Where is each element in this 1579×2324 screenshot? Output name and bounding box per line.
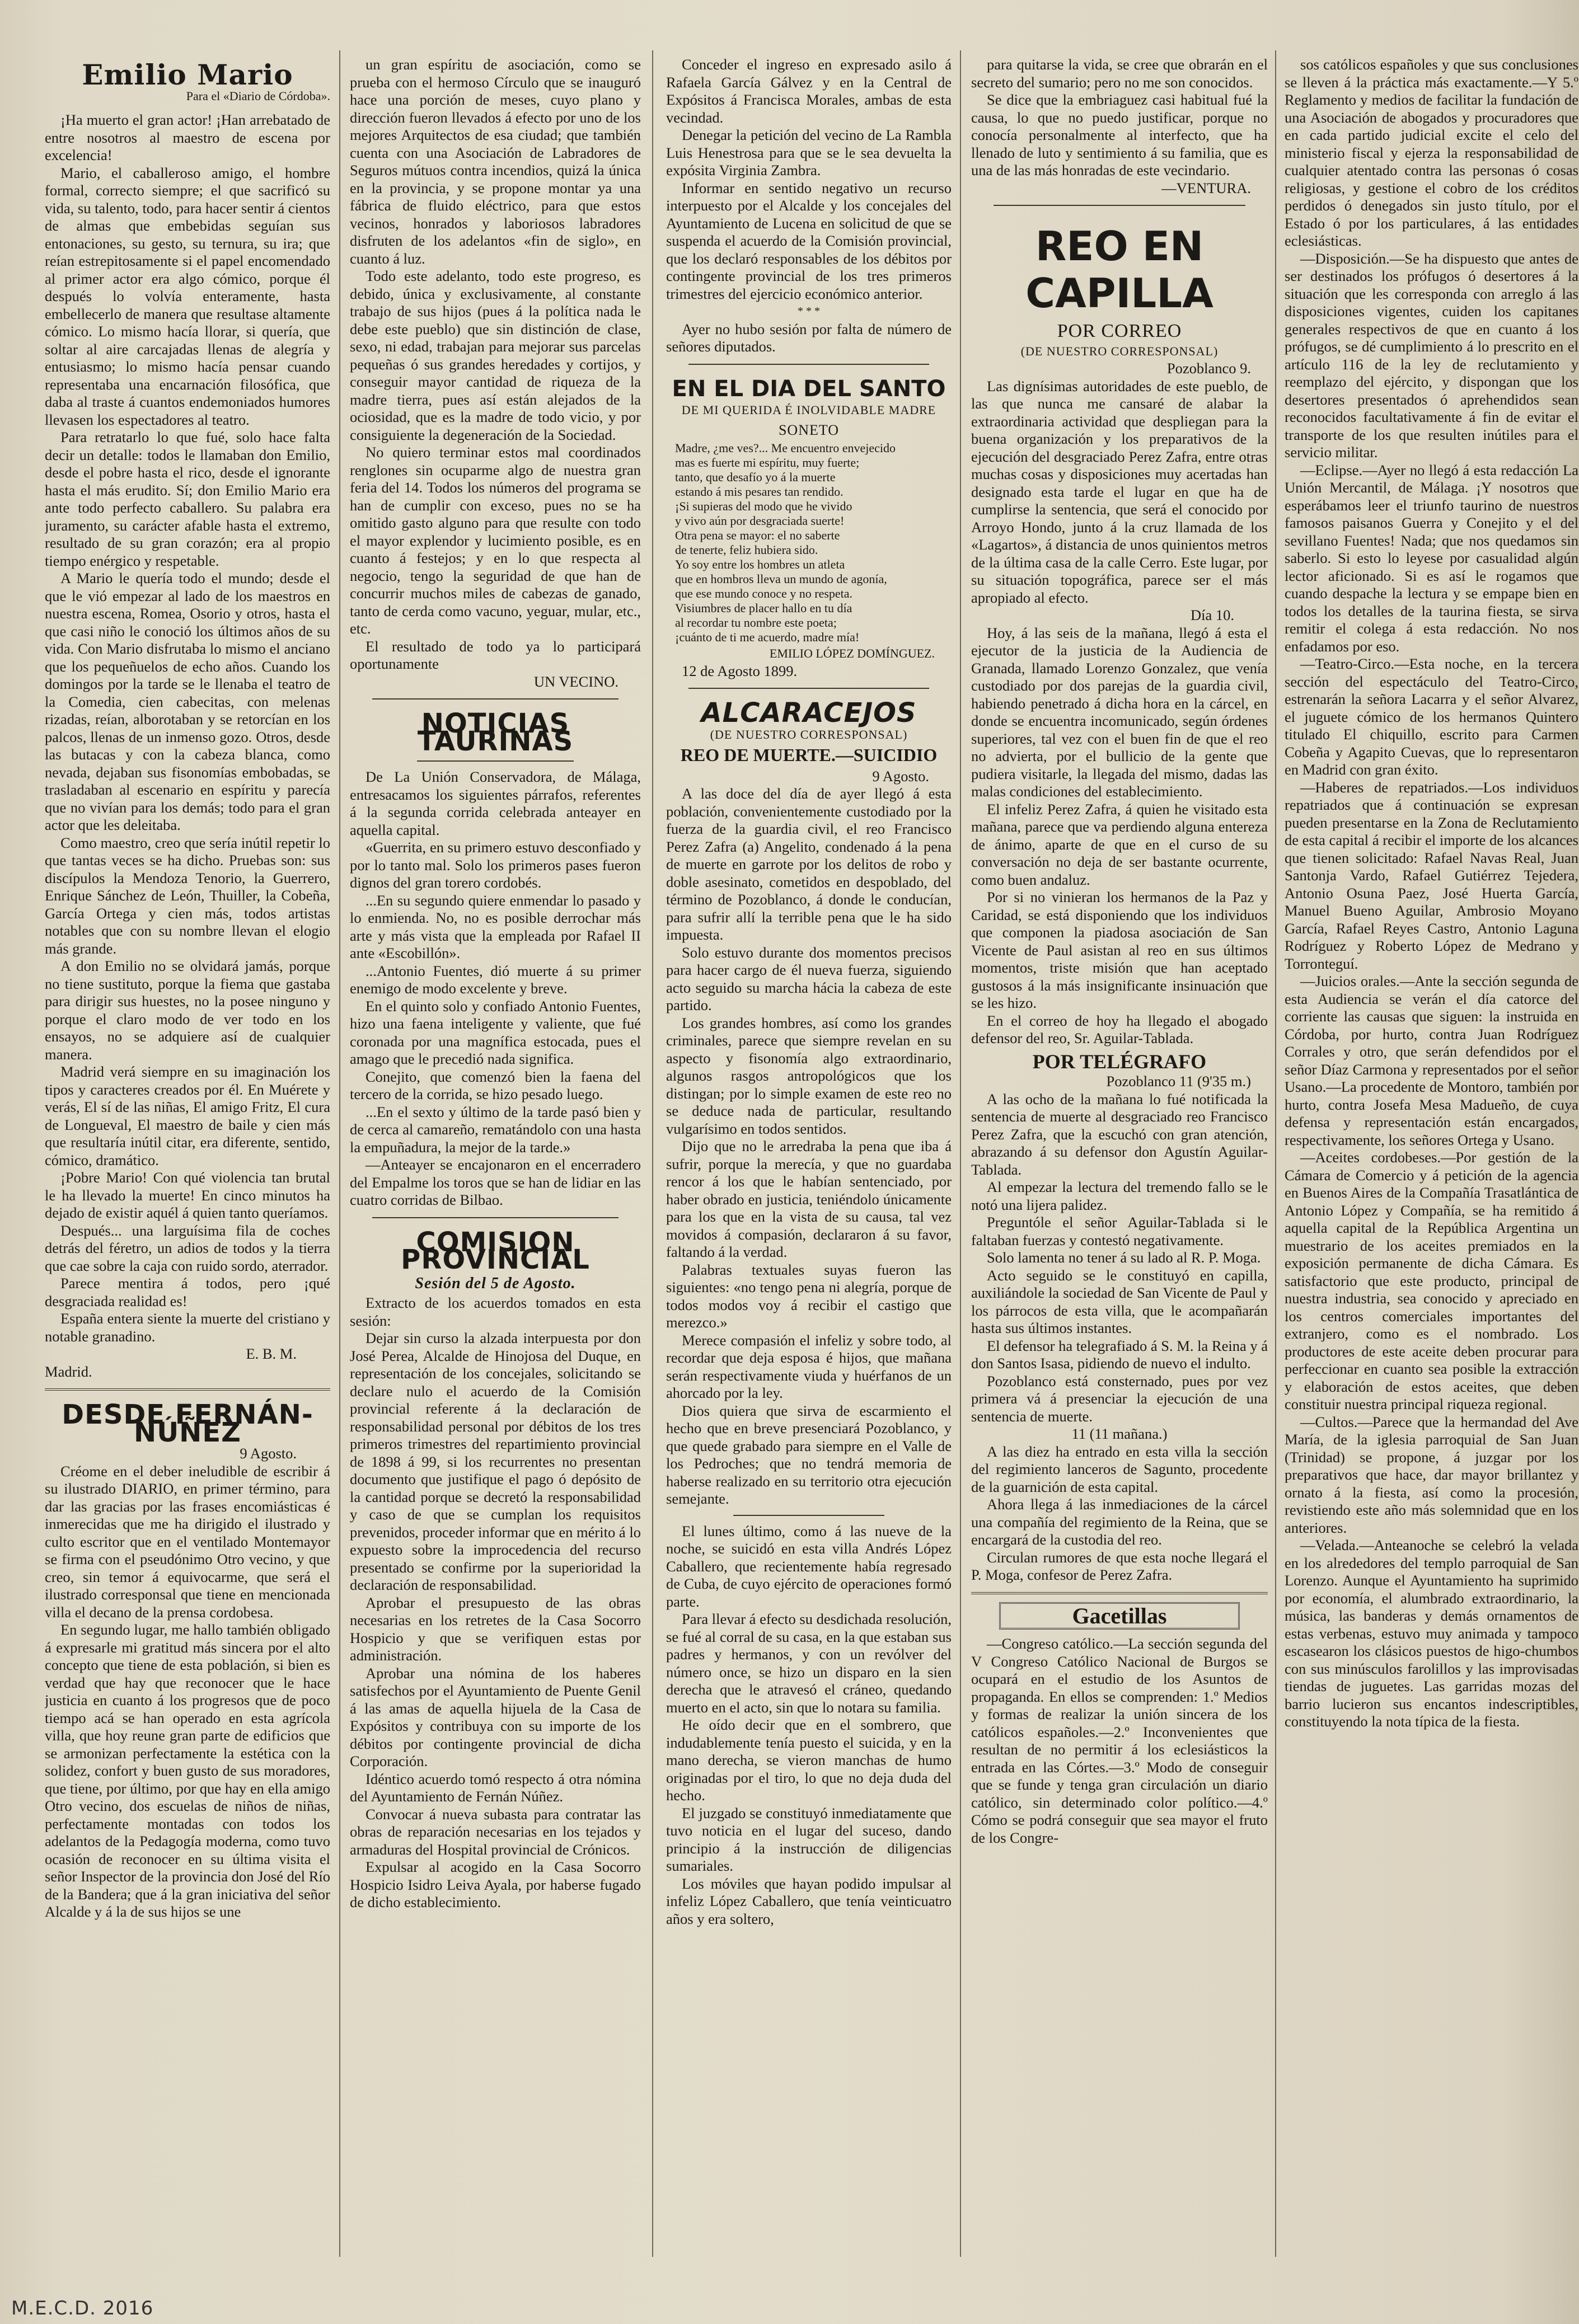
paragraph: En el correo de hoy ha llegado el abogado defensor del reo, Sr. Aguilar-Tablada. [971,1012,1268,1046]
paragraph: «Guerrita, en su primero estuvo desconfiado y por lo tanto mal. Solo los primeros pases fueron dignos del gran torero cordobés. [350,839,641,891]
paragraph: Idéntico acuerdo tomó respecto á otra nómina del Ayuntamiento de Fernán Núñez. [350,1770,641,1805]
paragraph: Preguntóle el señor Aguilar-Tablada si le faltaban fuerzas y contestó negativamente. [971,1214,1268,1248]
poem-line: que ese mundo conoce y no respeta. [675,586,853,600]
paragraph: Expulsar al acogido en la Casa Socorro Hospicio Isidro Leiva Ayala, por haberse fugado de dicho establecimiento. [350,1858,641,1910]
paragraph: Conejito, que comenzó bien la faena del tercero de la corrida, se hizo pesado luego. [350,1068,641,1102]
paragraph: —Disposición.—Se ha dispuesto que antes de ser destinados los prófugos ó desertores á la situación que les corresponda con arreglo á las disposiciones vigentes, cuiden los capitanes generales respectivos de que en cuanto á los prófugos, se dé cumplimiento á lo prescrito en el artículo 116 de la ley de reclutamiento y reemplazo del ejército, y dispongan que los desertores presentados ó aprehendidos sean reconocidos facultativamente á fin de evitar el transporte de los que resulten inútiles para el servicio militar. [1285,250,1578,461]
poem-author: EMILIO LÓPEZ DOMÍNGUEZ. [769,646,935,660]
paragraph: Hoy, á las seis de la mañana, llegó á esta el ejecutor de la justicia de la Audiencia de Granada, llamado Lorenzo Gonzalez, que venía custodiado por dos parejas de la guardia civil, habiendo penetrado á dicha hora en la cárcel, en donde se encuentra incomunicado, según órdenes superiores, tal vez con el buen fin de que el reo no advierta, por el bullicio de la gente que pudiera visitarle, la llegada del mismo, dadas las malas condiciones del establecimiento. [971,624,1268,800]
poem-label: SONETO [778,421,840,438]
paragraph: ¡Ha muerto el gran actor! ¡Han arrebatado de entre nosotros al maestro de escena por excelencia! [45,111,330,163]
paragraph: A las ocho de la mañana lo fué notificada la sentencia de muerte al desgraciado reo Francisco Perez Zafra, que la escuchó con gran atención, abrazando á su defensor don Agustín Aguilar-Tablada. [971,1090,1268,1178]
dateline: Madrid. [45,1363,92,1380]
paragraph: Solo estuvo durante dos momentos precisos para hacer cargo de él nueva fuerza, siguiendo acto seguido su marcha hácia la cabeza de este partido. [666,943,952,1013]
paragraph: Las dignísimas autoridades de este pueblo, de las que nunca me cansaré de alabar la extraordinaria actividad que despliegan para la buena organización y los preparativos de la ejecución del desgraciado Perez Zafra, entre otras muchas cosas y disposiciones muy acertadas han designado esta tarde el lugar en que ha de cumplirse la sentencia, que será el conocido por Arroyo Hondo, junto á la cruz llamada de los «Lagartos», á distancia de unos quinientos metros de la última casa de la calle Cerro. Este lugar, por su situación topográfica, parece ser el más apropiado al efecto. [971,377,1268,606]
paragraph: A las doce del día de ayer llegó á esta población, convenientemente custodiado por la fuerza de la guardia civil, el reo Francisco Perez Zafra (a) Angelito, condenado á la pena de muerte en garrote por los delitos de robo y doble asesinato, cometidos en despoblado, del término de Pozoblanco, á donde le conducían, para sufrir allí la terrible pena que le ha sido impuesta. [666,785,952,943]
poem-line: Otra pena se mayor: el no saberte [675,528,840,542]
article-title: ALCARACEJOS [701,697,917,729]
paragraph: A don Emilio no se olvidará jamás, porque no tiene sustituto, porque la fiema que gastaba para dirigir sus huestes, no la posee ninguno y porque el claro modo de ver todo en los ensayos, no se adquiere así de cualquier manera. [45,957,330,1063]
dateline: 11 (11 mañana.) [1071,1425,1168,1442]
paragraph: Mario, el caballeroso amigo, el hombre formal, correcto siempre; el que sacrificó su vida, su talento, todo, para hacer sentir á cientos de almas que embebidas seguían sus entonaciones, su gesto, su ternura, su ira; que reían estrepitosamente si el papel encomendado al primer actor era algo cómico, porque él después lo volvía enteramente, hasta embellecerlo de manera que resultase altamente cómico. Lo mismo hacía llorar, si quería, que soltar al aire carcajadas llenas de alegría y entusiasmo; lo mismo hacía pensar cuando representaba una encarnación filosófica, que daba al traste á cuantos endemoniados humores llevasen los espectadores al teatro. [45,164,330,428]
poem-line: Visiumbres de placer hallo en tu día [675,601,852,615]
paragraph: ...En su segundo quiere enmendar lo pasado y lo enmienda. No, no es posible derrochar más arte y más vista que la empleada por Rafael II ante «Escobillón». [350,891,641,961]
paragraph: —Anteayer se encajonaron en el encerradero del Empalme los toros que se han de lidiar en las cuatro corridas de Bilbao. [350,1156,641,1208]
paragraph: Por si no vinieran los hermanos de la Paz y Caridad, se está disponiendo que los individuos que componen la piadosa asociación de San Vicente de Paul asistan al reo en sus últimos momentos, triste misión que han aceptado gustosos á la más insignificante insinuación que se les hizo. [971,889,1268,1011]
paragraph: Madrid verá siempre en su imaginación los tipos y caracteres creados por él. En Muérete y verás, El sí de las niñas, El amigo Fritz, El cura de Longueval, El maestro de baile y cien más que resultaría inútil citar, era diferente, sentido, cómico, dramático. [45,1063,330,1168]
paragraph: Todo este adelanto, todo este progreso, es debido, única y exclusivamente, al constante trabajo de sus hijos (pues á la política nada le debe este pueblo) que sin distinción de clase, sexo, ni edad, trabajan para mejorar sus parcelas pequeñas ó sus grandes heredades y cortijos, y conseguir mayor cantidad de riqueza de la madre tierra, pues así están alejados de la ociosidad, que es la madre de todo vicio, y por consiguiente la degeneración de la Sociedad. [350,267,641,443]
paragraph: He oído decir que en el sombrero, que indudablemente tenía puesto el suicida, y en la mano derecha, se vieron manchas de humo originadas por el tiro, lo que no deja duda del hecho. [666,1716,952,1804]
dateline: 12 de Agosto 1899. [682,662,798,679]
dateline: Día 10. [1190,607,1234,623]
dateline: Pozoblanco 11 (9'35 m.) [1106,1073,1251,1090]
paragraph: Se dice que la embriaguez casi habitual fué la causa, lo que no puedo justificar, porque no conocía personalmente al interfecto, que ha llenado de luto y sentimiento á su familia, que es una de las más honradas de este vecindario. [971,91,1268,179]
poem-line: Madre, ¿me ves?... Me encuentro envejecido [675,441,896,455]
paragraph: El defensor ha telegrafiado á S. M. la Reina y á don Santos Isasa, pidiendo de nuevo el indulto. [971,1337,1268,1372]
signature: E. B. M. [246,1345,297,1362]
paragraph: —Congreso católico.—La sección segunda del V Congreso Católico Nacional de Burgos se ocupará en el estudio de los Asuntos de propaganda. En ellos se comprenden: 1.º Medios y formas de realizar la unión sincera de los católicos españoles.—2.º Inconvenientes que resultan de no permitir á los eclesiásticos la entrada en las Córtes.—3.º Modo de conseguir que se funde y tenga gran circulación un diario católico, sin determinado color político.—4.º Cómo se podrá conseguir que sea mayor el fruto de los Congre- [971,1635,1268,1846]
column-5 [1285,56,1578,2262]
paragraph: Extracto de los acuerdos tomados en esta sesión: [350,1294,641,1329]
paragraph: Como maestro, creo que sería inútil repetir lo que tantas veces se ha dicho. Pruebas son: sus discípulos la Mendoza Tenorio, la Guerrero, Enrique Sánchez de León, Thuiller, la Cobeña, García Ortega y cien más, todos artistas notables que con su nombre llevan el elogio más grande. [45,834,330,957]
paragraph: Dios quiera que sirva de escarmiento el hecho que en breve presenciará Pozoblanco, y que quede grabado para siempre en el Valle de los Pedroches; que no tendrá memoria de haberse realizado en su territorio otra ejecución semejante. [666,1402,952,1507]
article-subtitle: Para el «Diario de Córdoba». [186,88,330,103]
poem-line: ¡cuánto de ti me acuerdo, madre mía! [675,630,860,644]
separator-asterisks: * * * [798,305,820,317]
article-title: DESDE FERNÁN-NÚÑEZ [62,1399,313,1448]
paragraph: Denegar la petición del vecino de La Rambla Luis Henestrosa para que se le sea devuelta la expósita Virginia Zambra. [666,126,952,179]
column-rule [960,50,961,2257]
divider [417,760,574,762]
paragraph: A Mario le quería todo el mundo; desde el que le vió empezar al lado de los maestros en nuestra escena, Romea, Osorio y otros, hasta el que casi niño le conoció los últimos años de su vida. Con Mario disfrutaba lo mismo el anciano que los pequeñuelos de echo años. Cuando los domingos por la tarde se le llenaba el teatro de la Comedia, cien cabecitas, con melenas rizadas, reían, alborotaban y se retorcían en los palcos, llenas de un inmenso gozo. Otros, desde las butacas y con la cabeza blanca, como nevada, dejaban sus fisonomías embobadas, se trasladaban al escenario en espíritu y parecía que no vivían para los demás; todo para el gran actor que les deleitaba. [45,570,330,833]
paragraph: Conceder el ingreso en expresado asilo á Rafaela García Gálvez y en la Central de Expósitos á Francisca Morales, ambas de esta vecindad. [666,56,952,126]
poem-line: al recordar tu nombre este poeta; [675,616,837,630]
paragraph: —Velada.—Anteanoche se celebró la velada en los alrededores del templo parroquial de San Lorenzo. Aunque el Ayuntamiento ha suprimido por economía, el alumbrado extraordinario, la música, las banderas y demás ornamentos de estas verbenas, estuvo muy animada y tampoco escasearon los clásicos puestos de higo-chumbos con sus minúsculos farolillos y las improvisadas tiendas de juguetes. Las garridas mozas del barrio lucieron sus encantos indescriptibles, constituyendo la nota típica de la fiesta. [1285,1537,1578,1730]
paragraph: Merece compasión el infeliz y sobre todo, al recordar que deja esposa é hijos, que mañana serán respectivamente viuda y huérfanos de un ahorcado por la ley. [666,1331,952,1401]
paragraph: Parece mentira á todos, pero ¡qué desgraciada realidad es! [45,1275,330,1309]
poem-line: mas es fuerte mi espíritu, muy fuerte; [675,456,860,470]
article-title: NOTICIAS TAURINAS [417,708,574,757]
paragraph: —Eclipse.—Ayer no llegó á esta redacción La Unión Mercantil, de Málaga. ¡Y nosotros que esperábamos leer el triunfo taurino de nuestros famosos paisanos Guerra y Conejito y el del sevillano Fuentes! Nada; que nos quedamos sin saberlo. Si esto lo leyese por casualidad algún lector aficionado. Si es así le rogamos que cuando despache la lectura y se empape bien en todos los detalles de la taurina fiesta, se sirva remitir el colega á esta redacción. No nos enfadamos por eso. [1285,461,1578,655]
paragraph: Para llevar á efecto su desdichada resolución, se fué al corral de su casa, en la que estaban sus padres y hermanos, y con un revólver del número once, se hizo un disparo en la sien derecha que le atravesó el cráneo, quedando muerto en el acto, sin que lo notara su familia. [666,1611,952,1716]
paragraph: El juzgado se constituyó inmediatamente que tuvo noticia en el lugar del suceso, dando principio á la instrucción de diligencias sumariales. [666,1804,952,1874]
paragraph: En el quinto solo y confiado Antonio Fuentes, hizo una faena inteligente y valiente, que fué coronada por una magnífica estocada, pues el amago que le precedió nada significa. [350,997,641,1067]
divider [688,688,929,689]
paragraph: Los móviles que hayan podido impulsar al infeliz López Caballero, que tenía veinticuatro años y era soltero, [666,1875,952,1927]
paragraph: ...En el sexto y último de la tarde pasó bien y de cerca al camareño, rematándolo con una hasta la empuñadura, la mejor de la tarde.» [350,1103,641,1156]
paragraph: ¡Pobre Mario! Con qué violencia tan brutal le ha llevado la muerte! En cinco minutos ha dejado de existir aquél á quien tanto queríamos. [45,1169,330,1221]
column-rule [652,50,653,2257]
paragraph: Acto seguido se le constituyó en capilla, auxiliándole la sociedad de San Vicente de Paul y los párrocos de esta villa, que le acompañarán hasta sus últimos instantes. [971,1266,1268,1336]
column-rule [339,50,340,2257]
article-note: (DE NUESTRO CORRESPONSAL) [1020,344,1219,358]
paragraph: Solo lamenta no tener á su lado al R. P. Moga. [987,1249,1261,1266]
paragraph: Los grandes hombres, así como los grandes criminales, parece que siempre revelan en su aspecto y fisonomía algo extraordinario, algunos rasgos antropológicos que los distingan; por lo simple examen de este reo no se deduce nada de particular, resultando vulgarísimo en todos sentidos. [666,1014,952,1137]
paragraph: un gran espíritu de asociación, como se prueba con el hermoso Círculo que se inauguró hace una porción de meses, cuyo plano y dirección fueron llevados á efecto por uno de los mejores Arquitectos de esa ciudad; que también cuenta con una Asociación de Labradores de Seguros mútuos contra incendios, quizá la única en la provincia, y se propone montar ya una fábrica de fluido eléctrico, para que estos vecinos, honrados y laboriosos labradores disfruten de los adelantos «fin de siglo», en cuanto á luz. [350,56,641,267]
footer-watermark: M.E.C.D. 2016 [11,2297,154,2320]
paragraph: —Haberes de repatriados.—Los individuos repatriados que á continuación se expresan pueden presentarse en la Zona de Reclutamiento de esta capital á recibir el importe de los alcances que tienen solicitado: Rafael Navas Real, Juan Santonja Vardo, Rafael Gutiérrez Tejedera, Antonio Osuna Paez, José Huerta García, Manuel Bueno Aguilar, Ambrosio Moyano García, Rafael Reyes Castro, Antonio Laguna Rodríguez y Roberto López de Medrano y Torronteguí. [1285,778,1578,972]
divider [971,1592,1268,1594]
poem-line: de tenerte, feliz hubiera sido. [675,543,818,557]
paragraph: A las diez ha entrado en esta villa la sección del regimiento lanceros de Sagunto, procedente de la guarnición de esta capital. [971,1443,1268,1495]
paragraph: Aprobar el presupuesto de las obras necesarias en los retretes de la Casa Socorro Hospicio y que se verifiquen estas por administración. [350,1594,641,1664]
paragraph: Palabras textuales suyas fueron las siguientes: «no tengo pena ni alegría, porque de todos modos voy á recibir el castigo que merezco.» [666,1261,952,1331]
article-title: COMISION PROVINCIAL [401,1226,590,1275]
paragraph: Después... una larguísima fila de coches detrás del féretro, un adios de todos y la tierra que cae sobre la caja con ruido sordo, aterrador. [45,1222,330,1274]
paragraph: Para retratarlo lo que fué, solo hace falta decir un detalle: todos le llamaban don Emilio, desde el pobre hasta el rico, desde el ignorante hasta el más erudito. Sí; don Emilio Mario era ante todo perfecto caballero. Su palabra era juramento, su carácter afable hasta el extremo, resultado de su gran corazón; era al propio tiempo enérgico y respetable. [45,429,330,569]
paragraph: Al empezar la lectura del tremendo fallo se le notó una lijera palidez. [971,1179,1268,1213]
poem-line: ¡Si supieras del modo que he vivido [675,499,852,513]
paragraph: Créome en el deber ineludible de escribir á su ilustrado DIARIO, en primer término, para dar las gracias por las frases encomiásticas é inmerecidas que me ha dirigido el ilustrado y culto escritor que en el ventilado Montemayor se firma con el pseudónimo Otro vecino, y que creo, sin temor á equivocarme, que será el ilustrado corresponsal que tiene en mencionada villa el decano de la prensa cordobesa. [45,1462,330,1621]
paragraph: Dejar sin curso la alzada interpuesta por don José Perea, Alcalde de Hinojosa del Duque, en representación de los concejales, solicitando se declare nulo el acuerdo de la Comisión provincial referente á la declaración de responsabilidad personal por débitos de los tres primeros trimestres del repartimiento provincial de 1898 á 99, si los recurrentes no presentan documento que justifique el pago ó depósito de la cantidad porque se decretó la responsabilidad y caso de que se cumplan los requisitos prevenidos, proceder informar que en mérito á lo expuesto sobre la improcedencia del recurso presentado se confirme por la superioridad la declaración de responsabilidad. [350,1330,641,1593]
poem-line: tanto, que desafío yo á la muerte [675,470,836,484]
paragraph: sos católicos españoles y que sus conclusiones se lleven á la práctica más exactamente.—Y 5.º Reglamento y medios de facilitar la fundación de una Asociación de abogados y procuradores que en cada partido judicial excite el celo del ministerio fiscal y ejerza la responsabilidad de cualquier atentado contra las personas ó cosas religiosas, y gestione el cobro de los créditos perdidos ó denegados sin justo título, por el Estado ó por los particulares, á las entidades eclesiásticas. [1285,56,1578,249]
section-heading: POR TELÉGRAFO [1032,1050,1207,1073]
column-rule [1275,50,1276,2257]
column-4 [971,56,1268,2262]
column-3 [666,56,952,2262]
poem-line: Yo soy entre los hombres un atleta [675,557,845,571]
divider [733,1515,884,1516]
divider [372,698,619,699]
article-subtitle: Sesión del 5 de Agosto. [415,1274,576,1292]
paragraph: El infeliz Perez Zafra, á quien he visitado esta mañana, parece que va perdiendo alguna entereza de ánimo, aparte de que en el curso de su conversación no deja de ser bastante ocurrente, como buen andaluz. [971,800,1268,888]
article-title: REO EN CAPILLA [1025,223,1213,317]
paragraph: —Aceites cordobeses.—Por gestión de la Cámara de Comercio y á petición de la agencia en Buenos Aires de la Compañía Trasatlántica de Antonio López y Compañía, se ha remitido á aquella capital de la República Argentina un muestrario de los aceites premiados en la exposición permanente de dicha Cámara. Es satisfactorio que este producto, principal de nuestra industria, sea conocido y apreciado en los centros comerciales importantes del extranjero, como es el nombrado. Los productores de este aceite deben procurar para perfeccionar en cuanto sea posible la extracción y elaboración de estos aceites, que deben constituir nuestra principal riqueza regional. [1285,1149,1578,1412]
dateline: 9 Agosto. [240,1445,297,1462]
paragraph: Ayer no hubo sesión por falta de número de señores diputados. [666,320,952,355]
paragraph: Dijo que no le arredraba la pena que iba á sufrir, porque la merecía, y que no guardaba rencor á los que le habían sentenciado, por haber obrado en justicia, teniéndolo únicamente para los que en la vista de su causa, tal vez movidos á compasión, declararon á su favor, faltando á la verdad. [666,1138,952,1260]
paragraph: —Juicios orales.—Ante la sección segunda de esta Audiencia se verán el día catorce del corriente las causas que siguen: la instruida en Córdoba, por hurto, contra Juan Rodríguez Corrales y otro, que serán defendidos por el señor Díaz Carmona y representados por el señor Usano.—La procedente de Montoro, también por hurto, contra Josefa Mesa Madueño, de cuya defensa y representación están encargados, respectivamente, los señores Ortega y Usano. [1285,973,1578,1148]
divider [45,1388,330,1391]
divider [372,1217,619,1218]
paragraph: Ahora llega á las inmediaciones de la cárcel una compañía del regimiento de la Reina, que se encargará de la custodia del reo. [971,1496,1268,1548]
paragraph: —Teatro-Circo.—Esta noche, en la tercera sección del espectáculo del Teatro-Circo, estrenarán la señora Lacarra y el señor Alvarez, el juguete cómico de los hermanos Quintero titulado El chiquillo, escrito para Carmen Cobeña y Agapito Cuevas, que lo representaron en Madrid con gran éxito. [1285,655,1578,778]
article-subtitle: DE MI QUERIDA É INOLVIDABLE MADRE [681,403,936,417]
paragraph: En segundo lugar, me hallo también obligado á expresarle mi gratitud más sincera por el alto concepto que tiene de esta población, si bien es verdad que hay que reconocer que le hace justicia en cuanto á los progresos que de poco tiempo acá se han operado en esta agrícola villa, que hoy reune gran parte de edificios que se armonizan perfectamente la estética con la solidez, confort y buen gusto de sus moradores, que tiene, por último, por que hay en ella amigo Otro vecino, dos escuelas de niños de niñas, perfectamente montadas con todos los adelantos de la Pedagogía moderna, como tuvo ocasión de reconocer en su última visita el señor Inspector de la provincia don José del Río de la Bandera; que á la gran iniciativa del señor Alcalde y á la de sus hijos se une [45,1621,330,1920]
signature: UN VECINO. [533,673,619,690]
divider [994,205,1245,206]
column-2 [350,56,641,2262]
divider [688,364,929,365]
paragraph: España entera siente la muerte del cristiano y notable granadino. [45,1310,330,1345]
paragraph: Pozoblanco está consternado, pues por vez primera vá á presenciar la ejecución de una sentencia de muerte. [971,1372,1268,1425]
column-1 [45,56,330,2262]
paragraph: El lunes último, como á las nueve de la noche, se suicidó en esta villa Andrés López Caballero, que recientemente había regresado de Cuba, de cuyo ejército de operaciones formó parte. [666,1522,952,1610]
poem-line: que en hombros lleva un mundo de agonía, [675,572,887,586]
poem-line: estando á mis pesares tan rendido. [675,485,844,499]
poem-line: y vivo aún por desgraciada suerte! [675,514,845,528]
paragraph: Circulan rumores de que esta noche llegará el P. Moga, confesor de Perez Zafra. [971,1548,1268,1583]
article-title: Emilio Mario [82,58,293,91]
article-heading: REO DE MUERTE.—SUICIDIO [680,745,938,765]
paragraph: No quiero terminar estos mal coordinados renglones sin ocuparme algo de nuestra gran feria del 14. Todos los números del programa se han de cumplir con exceso, pues no se ha omitido gasto alguno para que resulte con todo el mayor explendor y lucimiento posible, es en cuanto á festejos; y en lo que respecta al negocio, tengo la seguridad de que han de concurrir muchos miles de cabezas de ganado, tanto de cerda como vacuno, yeguar, mular, etc., etc. [350,444,641,637]
section-title: Gacetillas [999,1602,1240,1630]
paragraph: El resultado de todo ya lo participará oportunamente [350,637,641,672]
paragraph: —Cultos.—Parece que la hermandad del Ave María, de la iglesia parroquial de San Juan (Trinidad) se propone, á juzgar por los preparativos que hace, dar mayor brillantez y ornato á la fiesta, así como la procesión, revistiendo este año más solemnidad que en los anteriores. [1285,1413,1578,1536]
article-subtitle: (DE NUESTRO CORRESPONSAL) [710,727,908,741]
signature: —VENTURA. [1161,179,1251,196]
paragraph: Aprobar una nómina de los haberes satisfechos por el Ayuntamiento de Puente Genil á las amas de aquella hijuela de la Casa de Expósitos y contribuya con su importe de los débitos por contingente provincial de dicha Corporación. [350,1664,641,1769]
paragraph: ...Antonio Fuentes, dió muerte á su primer enemigo de modo excelente y breve. [350,962,641,997]
article-subtitle: POR CORREO [1057,321,1182,341]
dateline: 9 Agosto. [872,767,929,785]
paragraph: para quitarse la vida, se cree que obrarán en el secreto del sumario; pero no me son conocidos. [971,56,1268,91]
paragraph: Informar en sentido negativo un recurso interpuesto por el Alcalde y los concejales del Ayuntamiento de Lucena en solicitud de que se suspenda el acuerdo de la Comisión provincial, que los declaró responsables de los débitos por contingente provincial de los tres primeros trimestres del ejercicio económico anterior. [666,179,952,302]
paragraph: De La Unión Conservadora, de Málaga, entresacamos los siguientes párrafos, referentes á la segunda corrida celebrada anteayer en aquella capital. [350,768,641,838]
article-title: EN EL DIA DEL SANTO [672,375,946,402]
dateline: Pozoblanco 9. [1166,360,1251,377]
paragraph: Convocar á nueva subasta para contratar las obras de reparación necesarias en los tejados y armaduras del Hospital provincial de Crónicos. [350,1805,641,1858]
